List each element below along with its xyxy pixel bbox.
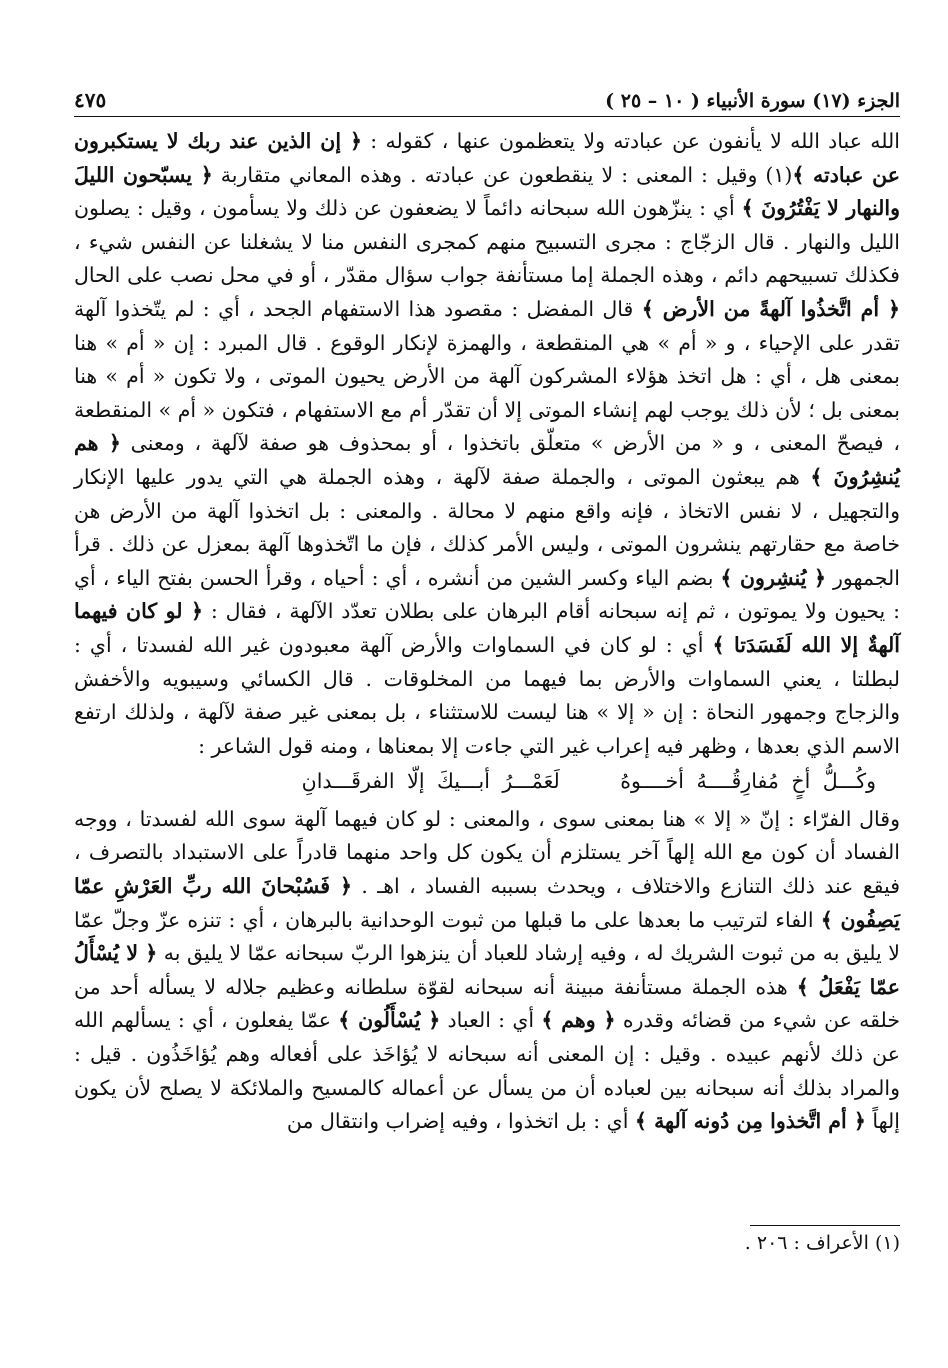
text-run: أي : العباد <box>440 1008 542 1033</box>
poem-hemistich-2: لَعَمْـــرُ أبـــيكَ إلّا الفرقَـــدانِ <box>301 769 560 794</box>
quran-quote: ﴿ يُسْأَلُون ﴾ <box>338 1008 441 1033</box>
footnote-rule <box>750 1225 900 1226</box>
quran-quote: ﴿ أم اتَّخذوا مِن دُونه آلهة ﴾ <box>634 1109 866 1134</box>
page-number: ٤٧٥ <box>74 88 107 112</box>
text-run: أي : بل اتخذوا ، وفيه إضراب وانتقال من <box>286 1109 635 1134</box>
text-run: وقال الفرّاء : إنّ « إلا » هنا بمعنى سوى ، والمعنى : لو كان فيهما آلهة سوى الله لفسدتا ، ووجه الفساد أن كون مع الله إلهاً آخر يستلزم أن يكون كل واحد منهما قادراً على الاستبداد بالتصرف ، فيقع عند ذلك التنازع والاختلاف ، ويحدث بسببه الفساد ، اهـ . <box>74 806 900 899</box>
text-run: بضم الياء وكسر الشين من أنشره ، أي : أحياه ، وقرأ الحسن بفتح الياء ، أي : يحيون ولا يموتون ، ثم إنه سبحانه أقام البرهان على بطلان تعدّد الآلهة ، فقال : <box>74 565 900 624</box>
quran-quote: ﴿ أم اتَّخذُوا آلهةً من الأرض ﴾ <box>641 296 900 321</box>
quran-quote: ﴿ إن الذين عند ربك لا يستكبرون عن عبادته ﴾ <box>74 129 900 187</box>
text-run: الفاء لترتيب ما بعدها على ما قبلها من ثبوت الوحدانية بالبرهان ، أي : تنزه عزّ وجلّ عمّا لا يليق به من ثبوت الشريك له ، وفيه إرشاد للعباد أن ينزهوا الربّ سبحانه عمّا لا يليق به <box>74 907 900 966</box>
running-header <box>74 82 900 112</box>
page <box>74 82 901 1254</box>
poem-hemistich-1: وكُـــلُّ أخٍ مُفارِقُــــهُ أخــــوهُ <box>620 769 876 794</box>
poem-verse <box>74 765 900 799</box>
footnote: (١) الأعراف : ٢٠٦ . <box>744 1232 900 1254</box>
main-text <box>74 125 900 1139</box>
text-run: أي : ينزّهون الله سبحانه دائماً لا يضعفون عن ذلك ولا يسأمون ، وقيل : يصلون الليل والنهار . قال الزجّاج : مجرى التسبيح منهم كمجرى النفس منا لا يشغلنا عن النفس شيء ، فكذلك تسبيحهم دائم ، وهذه الجملة إما مستأنفة جواب سؤال مقدّر ، أو في محل نصب على الحال <box>74 196 900 288</box>
header-title: الجزء (١٧) سورة الأنبياء ( ١٠ – ٢٥ ) <box>605 90 900 112</box>
quran-quote: ﴿ لو كان فيهما آلهةٌ إلا الله لَفَسَدَتا ﴾ <box>74 599 901 657</box>
header-rule <box>74 116 900 117</box>
quran-quote: ﴿ وهم ﴾ <box>541 1008 616 1033</box>
quran-quote: ﴿ هم يُنشِرُونَ ﴾ <box>74 431 900 489</box>
text-run: هم يبعثون الموتى ، والجملة صفة لآلهة ، وهذه الجملة هي التي يدور عليها الإنكار والتجهيل ، لا نفس الاتخاذ ، فإنه واقع منهم لا محالة . والمعنى : بل اتخذوا آلهة من الأرض هن خاصة مع حقارتهم ينشرون الموتى ، وليس الأمر كذلك ، فإن ما اتّخذوها آلهة بمعزل عن ذلك . قرأ الجمهور <box>74 464 901 590</box>
text-run: الله عباد الله لا يأنفون عن عبادته ولا يتعظمون عنها ، كقوله : <box>361 129 900 153</box>
quran-quote: ﴿ فَسُبْحانَ الله ربِّ العَرْشِ عمّا يَصِفُون ﴾ <box>74 874 900 932</box>
paragraph <box>74 125 900 763</box>
paragraph <box>74 803 900 1139</box>
text-run: قال المفضل : مقصود هذا الاستفهام الجحد ، أي : لم يتّخذوا آلهة تقدر على الإحياء ، و « أم » هي المنقطعة ، والهمزة لإنكار الوقوع . قال المبرد : إن « أم » هنا بمعنى هل ، أي : هل اتخذ هؤلاء المشركون آلهة من الأرض يحيون الموتى ، ولا تكون « أم » هنا بمعنى بل ؛ لأن ذلك يوجب لهم إنشاء الموتى إلا أن تقدّر أم مع الاستفهام ، فتكون « أم » المنقطعة ، فيصحّ المعنى ، و « من الأرض » متعلّق باتخذوا ، أو بمحذوف هو صفة لآلهة ، ومعنى <box>74 296 901 456</box>
quran-quote: ﴿ يُنشِرون ﴾ <box>720 565 827 590</box>
text-run: أي : لو كان في السماوات والأرض آلهة معبودون غير الله لفسدتا ، أي : لبطلتا ، يعني السماوات والأرض بما فيهما من المخلوقات . قال الكسائي وسيبويه والأخفش والزجاج وجمهور النحاة : إن « إلا » هنا ليست للاستثناء ، بل بمعنى غير صفة لآلهة ، ولذلك ارتفع الاسم الذي بعدها ، وظهر فيه إعراب غير التي جاءت إلا بمعناها ، ومنه قول الشاعر : <box>74 632 900 758</box>
text-run: عمّا يفعلون ، أي : يسألهم الله عن ذلك لأنهم عبيده . وقيل : إن المعنى أنه سبحانه لا يُؤاخَذ على أفعاله وهم يُؤاخَذُون . قيل : والمراد بذلك أنه سبحانه بين لعباده أن من يسأل عن أعماله كالمسيح والملائكة لا يصلح لأن يكون إلهاً <box>74 1008 900 1134</box>
text-run: (١) وقيل : المعنى : لا ينقطعون عن عبادته . وهذه المعاني متقاربة <box>212 162 793 187</box>
quran-quote: ﴿ يسبّحون الليلَ والنهار لا يَفْتُرُونَ ﴾ <box>74 162 900 221</box>
quran-quote: ﴿ لا يُسْأَلُ عمّا يَفْعَلُ ﴾ <box>74 941 900 999</box>
text-run: هذه الجملة مستأنفة مبينة أنه سبحانه لقوّة سلطانه وعظيم جلاله لا يسأله أحد من خلقه عن شيء من قضائه وقدره <box>74 974 901 1033</box>
